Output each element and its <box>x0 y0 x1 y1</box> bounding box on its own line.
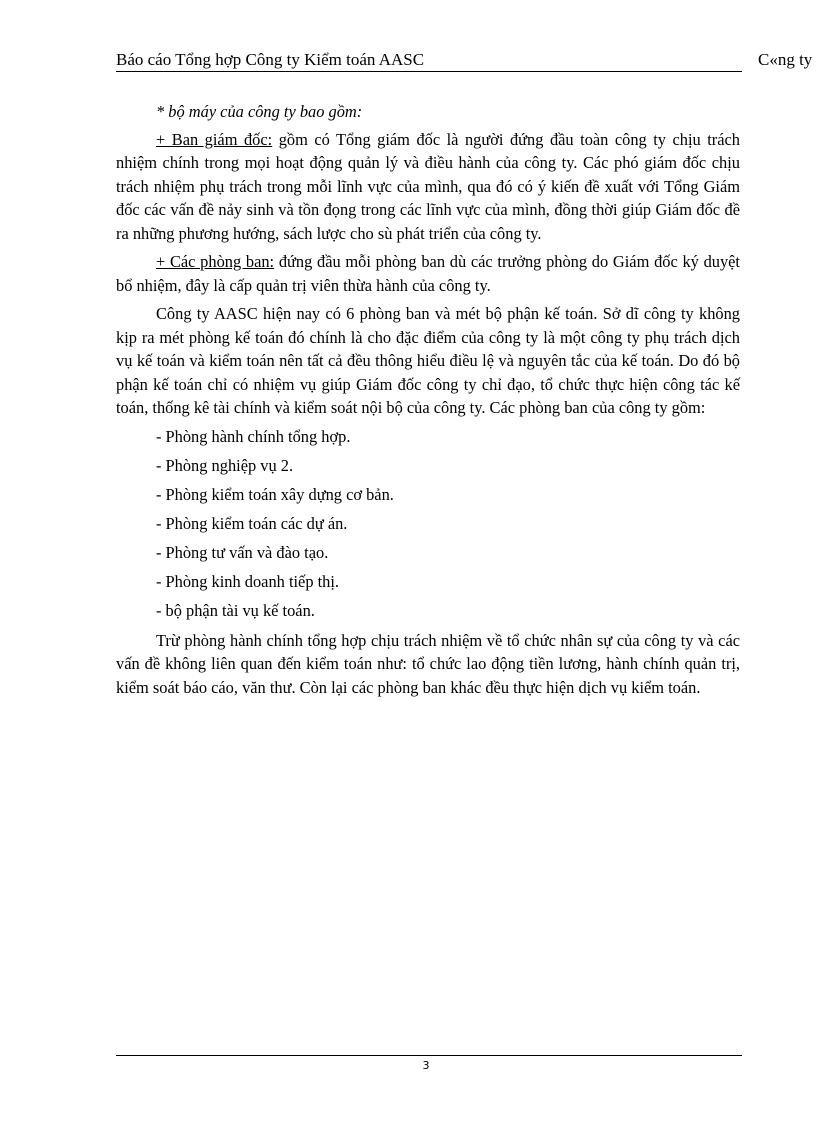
list-item: - Phòng hành chính tổng hợp. <box>156 426 351 446</box>
header-company: C«ng ty <box>758 50 813 69</box>
list-item: - Phòng kinh doanh tiếp thị. <box>156 571 340 591</box>
board-of-directors-label: + Ban giám đốc: <box>156 129 273 149</box>
departments-label: + Các phòng ban: <box>156 252 275 271</box>
document-body <box>116 100 740 704</box>
list-item: - bộ phận tài vụ kế toán. <box>156 601 315 621</box>
page-number: 3 <box>422 1059 430 1072</box>
paragraph-departments <box>116 250 740 297</box>
header-title: Báo cáo Tổng hợp Công ty Kiểm toán AASC <box>116 50 425 69</box>
list-item: - Phòng kiểm toán xây dựng cơ bản. <box>156 484 394 504</box>
paragraph-company-overview: Công ty AASC hiện nay có 6 phòng ban và mét bộ phận kế toán. Sở dĩ công ty không kịp ra mét phòng kế toán đó chính là cho đặc điểm của công ty là một công ty phụ trách dịch vụ kế toán và kiểm toán nên tất cả đều thông hiểu điều lệ và nguyên tắc của kế toán. Do đó bộ phận kế toán chỉ có nhiệm vụ giúp Giám đốc công ty chỉ đạo, tổ chức thực hiện công tác kế toán, thống kê tài chính và kiểm soát nội bộ của công ty. Các phòng ban của công ty gồm: <box>116 304 740 417</box>
departments-text: đứng đầu mỗi phòng ban dù các trưởng phòng do Giám đốc ký duyệt bổ nhiệm, đây là cấp quản trị viên thừa hành của công ty. <box>116 252 740 295</box>
board-of-directors-text: gồm có Tổng giám đốc là người đứng đầu toàn công ty chịu trách nhiệm chính trong mọi hoạt động quản lý và điều hành của công ty. Các phó giám đốc chịu trách nhiệm phụ trách trong mỗi lĩnh vực của mình, qua đó có ý kiến đề xuất với Tổng Giám đốc các vấn đề nảy sinh và tồn đọng trong các lĩnh vực của mình, đồng thời giúp Giám đốc đề ra những phương hướng, sách lược cho sù phát triển của công ty. <box>116 129 740 243</box>
section-intro: * bộ máy của công ty bao gồm: <box>156 102 363 121</box>
paragraph-board-of-directors <box>116 128 740 246</box>
list-item: - Phòng nghiệp vụ 2. <box>156 455 294 475</box>
department-list <box>116 425 740 623</box>
page-header <box>116 50 816 72</box>
list-item: - Phòng kiểm toán các dự án. <box>156 513 348 533</box>
header-divider <box>116 71 742 72</box>
footer-divider <box>116 1055 742 1056</box>
list-item: - Phòng tư vấn và đào tạo. <box>156 542 329 562</box>
paragraph-closing: Trừ phòng hành chính tổng hợp chịu trách nhiệm về tổ chức nhân sự của công ty và các vấn đề không liên quan đến kiểm toán như: tổ chức lao động tiền lương, hành chính quản trị, kiểm soát báo cáo, văn thư. Còn lại các phòng ban khác đều thực hiện dịch vụ kiểm toán. <box>116 630 740 697</box>
